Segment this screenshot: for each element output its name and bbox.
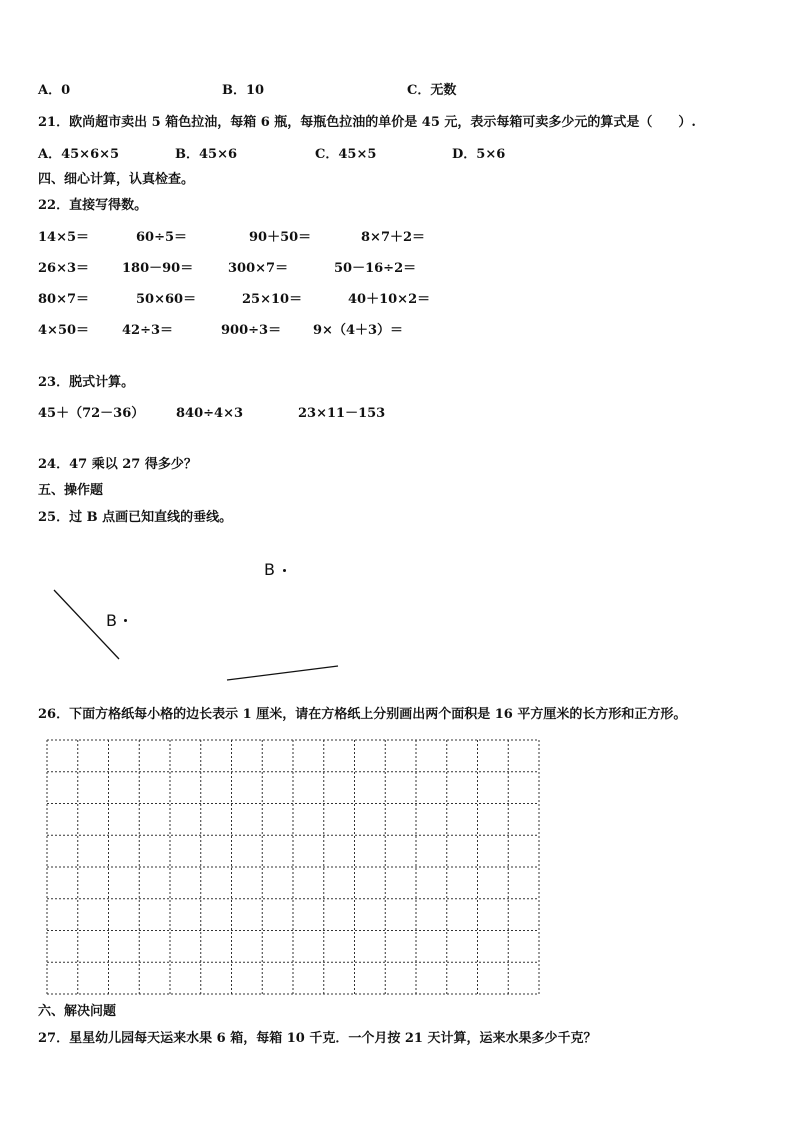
q22-r2-c3: 300×7＝ [228,261,289,276]
q22-r3-c1: 80×7＝ [38,292,90,307]
q24-stem: 24．47 乘以 27 得多少？ [38,457,197,472]
q21-option-a: A．45×6×5 [38,147,120,162]
q22-r4-c3: 900÷3＝ [221,323,282,338]
point-b-lower-label: B [106,611,117,630]
point-b-upper-label: B [264,560,275,579]
q21-option-d: D．5×6 [452,147,506,162]
q21-option-c: C．45×5 [315,147,377,162]
section-4-heading: 四、细心计算，认真检查。 [38,172,195,187]
q22-r1-c2: 60÷5＝ [136,230,188,245]
q27-stem: 27．星星幼儿园每天运来水果 6 箱，每箱 10 千克．一个月按 21 天计算，运来水果多少千克？ [38,1031,597,1046]
q23-item-2: 840÷4×3 [176,406,244,421]
q26-stem: 26．下面方格纸每小格的边长表示 1 厘米，请在方格纸上分别画出两个面积是 16 平方厘米的长方形和正方形。 [38,707,687,722]
section-5-heading: 五、操作题 [38,483,104,498]
q22-r1-c3: 90＋50＝ [249,230,312,245]
q23-stem: 23．脱式计算。 [38,375,135,390]
q22-r1-c1: 14×5＝ [38,230,90,245]
q25-stem: 25．过 B 点画已知直线的垂线。 [38,510,233,525]
q22-r4-c1: 4×50＝ [38,323,90,338]
section-6-heading: 六、解决问题 [38,1004,117,1019]
q23-item-1: 45＋（72－36） [38,406,145,421]
q22-r1-c4: 8×7＋2＝ [361,230,426,245]
q22-stem: 22．直接写得数。 [38,198,148,213]
q20-option-a: A．0 [38,83,71,98]
q22-r3-c2: 50×60＝ [136,292,197,307]
q22-r2-c4: 50－16÷2＝ [334,261,417,276]
q22-r2-c2: 180－90＝ [122,261,194,276]
q22-r2-c1: 26×3＝ [38,261,90,276]
q22-r4-c2: 42÷3＝ [122,323,174,338]
q20-option-b: B．10 [222,83,265,98]
q22-r4-c4: 9×（4＋3）＝ [313,323,404,338]
q22-r3-c4: 40＋10×2＝ [348,292,431,307]
q21-option-b: B．45×6 [175,147,238,162]
q22-r3-c3: 25×10＝ [242,292,303,307]
q20-option-c: C．无数 [407,83,457,98]
q21-stem: 21．欧尚超市卖出 5 箱色拉油，每箱 6 瓶，每瓶色拉油的单价是 45 元，表示每箱可卖多少元的算式是（ ）. [38,115,696,130]
q23-item-3: 23×11－153 [298,406,386,421]
